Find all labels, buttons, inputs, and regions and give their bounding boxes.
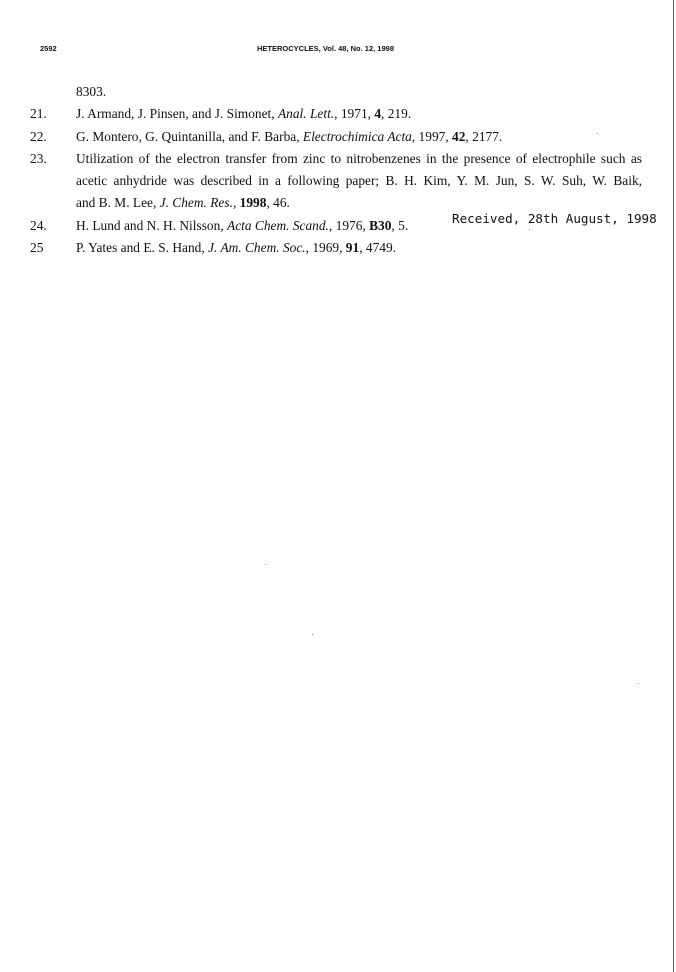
scan-speck [265,564,266,565]
journal-header: HETEROCYCLES, Vol. 48, No. 12, 1998 [257,44,394,53]
page-number: 2592 [40,44,57,53]
reference-text-line: Utilization of the electron transfer from zinc to nitrobenzenes in the presence of electrophile such as [76,150,642,166]
reference-volume: B30 [369,217,392,233]
reference-journal: Anal. Lett. [277,106,335,122]
reference-year: , 1969, [305,240,346,256]
running-head [0,44,674,58]
reference-separator: , [232,195,240,211]
reference-pages: , 2177. [465,128,503,144]
scan-speck [638,683,639,684]
reference-list [30,81,642,259]
reference-number: 25 [30,240,44,256]
reference-number: 21. [30,106,47,122]
reference-number: 22. [30,128,47,144]
continuation-text: 8303. [76,84,107,99]
reference-authors: G. Montero, G. Quintanilla, and F. Barba, [76,128,303,144]
reference-text-line: acetic anhydride was described in a following paper; B. H. Kim, Y. M. Jun, S. W. Suh, W. Baik, [76,173,642,189]
reference-journal: J. Am. Chem. Soc. [208,240,306,256]
reference-journal: J. Chem. Res. [159,195,233,211]
reference-authors: J. Armand, J. Pinsen, and J. Simonet, [76,106,278,122]
reference-volume: 4 [374,106,382,122]
scan-speck [312,634,313,635]
reference-year: , 1976, [328,217,370,233]
scan-speck [597,133,598,134]
reference-pages: , 46. [266,195,290,211]
reference-number: 24. [30,217,47,233]
reference-22 [30,126,642,148]
reference-25 [30,237,642,259]
reference-journal: Electrochimica Acta [302,128,412,144]
reference-23 [30,148,642,215]
reference-number: 23. [30,150,47,166]
received-date: Received, 28th August, 1998 [452,211,657,226]
reference-authors: and B. M. Lee, [76,195,160,211]
reference-21 [30,103,642,125]
reference-year: , 1997, [411,128,453,144]
reference-journal: Acta Chem. Scand. [227,217,329,233]
reference-pages: , 4749. [359,240,397,256]
reference-volume: 91 [345,240,360,256]
reference-pages: , 5. [391,217,409,233]
reference-pages: , 219. [381,106,412,122]
reference-continuation [30,81,642,103]
reference-year: 1998 [239,195,267,211]
reference-volume: 42 [452,128,466,144]
scan-speck [529,229,530,230]
reference-authors: P. Yates and E. S. Hand, [76,240,209,256]
reference-year: , 1971, [334,106,375,122]
reference-authors: H. Lund and N. H. Nilsson, [76,217,228,233]
